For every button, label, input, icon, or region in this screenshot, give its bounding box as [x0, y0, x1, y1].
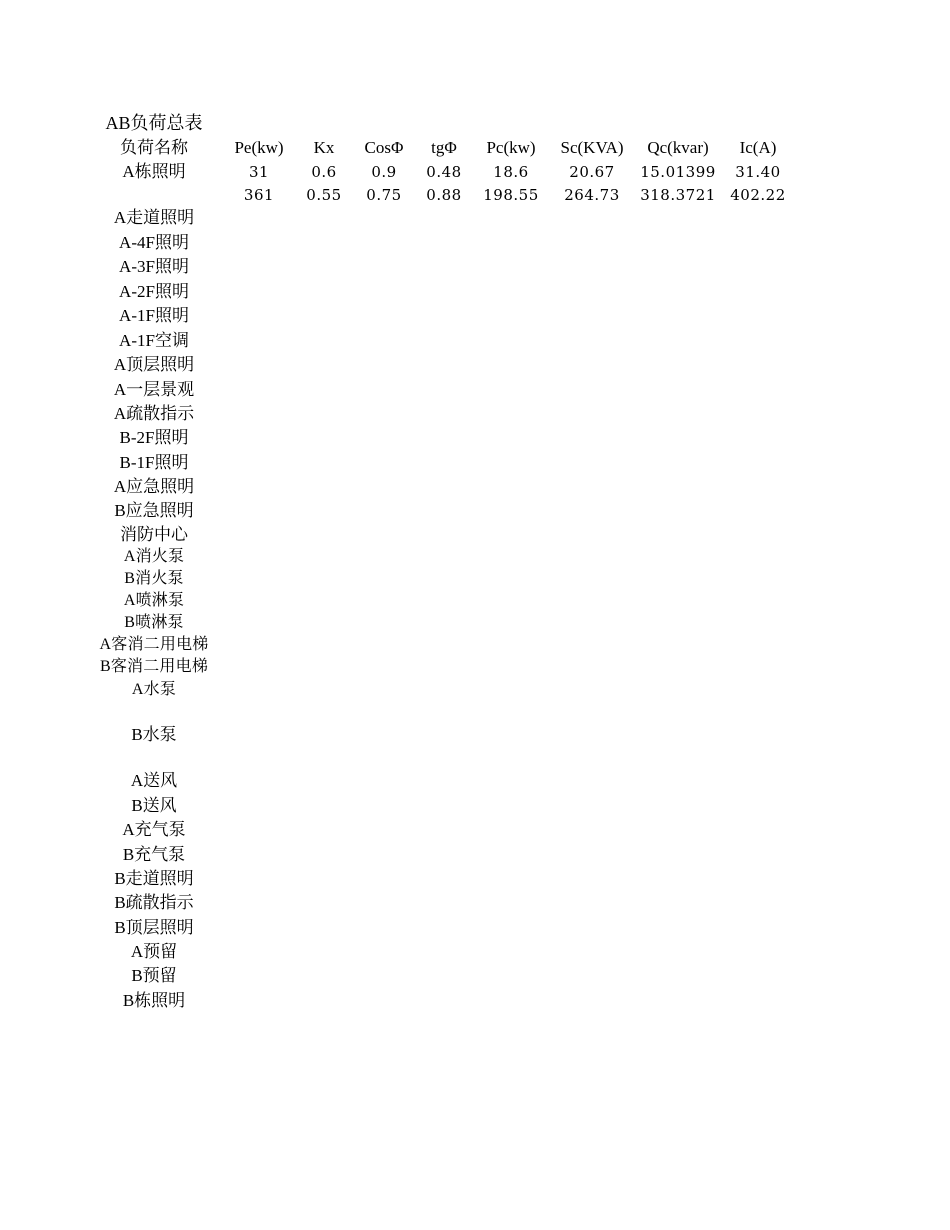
- load-name: B应急照明: [114, 501, 194, 520]
- load-name: 消防中心: [120, 525, 188, 544]
- load-name: A顶层照明: [113, 355, 195, 374]
- header-pe: Pe(kw): [234, 138, 284, 157]
- cell-tg-1: 0.48: [426, 163, 462, 181]
- load-name: A消火泵: [123, 548, 185, 565]
- load-name: B疏散指示: [114, 893, 194, 912]
- header-tg: tgΦ: [431, 138, 457, 157]
- cell-pe-1: 31: [248, 163, 270, 181]
- load-name: B客消二用电梯: [99, 658, 209, 675]
- load-name: A走道照明: [113, 208, 195, 227]
- load-name: B送风: [131, 796, 177, 815]
- header-kx: Kx: [313, 138, 335, 157]
- load-name: B栋照明: [122, 991, 186, 1010]
- cell-kx-1: 0.6: [311, 163, 337, 181]
- load-name: A栋照明: [122, 162, 186, 181]
- load-name: A水泵: [131, 681, 177, 698]
- load-name: A预留: [130, 942, 178, 961]
- load-name: A-2F照明: [119, 282, 189, 301]
- load-name: A喷淋泵: [123, 592, 185, 609]
- header-sc: Sc(KVA): [560, 138, 624, 157]
- header-load-name: 负荷名称: [120, 138, 188, 157]
- load-name: A充气泵: [122, 820, 186, 839]
- load-name: B喷淋泵: [124, 614, 184, 631]
- header-ic: Ic(A): [739, 138, 777, 157]
- sheet-title: AB负荷总表: [105, 113, 203, 133]
- cell-cos-1: 0.9: [371, 163, 397, 181]
- load-name: B-1F照明: [119, 453, 189, 472]
- load-name: B-2F照明: [119, 428, 189, 447]
- cell-ic-1: 31.40: [735, 163, 781, 181]
- cell-kx-2: 0.55: [306, 186, 342, 204]
- cell-ic-2: 402.22: [730, 186, 786, 204]
- cell-tg-2: 0.88: [426, 186, 462, 204]
- load-name: A送风: [130, 771, 178, 790]
- load-name: A应急照明: [113, 477, 195, 496]
- load-name: A客消二用电梯: [99, 636, 209, 653]
- load-name: A-1F空调: [119, 331, 189, 350]
- header-cos: CosΦ: [364, 138, 404, 157]
- header-qc: Qc(kvar): [647, 138, 709, 157]
- cell-sc-1: 20.67: [569, 163, 615, 181]
- load-name: A-4F照明: [119, 233, 189, 252]
- load-name: A-3F照明: [119, 257, 189, 276]
- load-name: B消火泵: [124, 570, 184, 587]
- load-name: B预留: [131, 966, 177, 985]
- cell-pe-2: 361: [243, 186, 275, 204]
- load-name: A一层景观: [113, 380, 195, 399]
- cell-pc-2: 198.55: [483, 186, 539, 204]
- header-pc: Pc(kw): [486, 138, 536, 157]
- load-name: A疏散指示: [113, 404, 195, 423]
- cell-qc-1: 15.01399: [640, 163, 716, 181]
- cell-qc-2: 318.3721: [640, 186, 716, 204]
- load-name: A-1F照明: [119, 306, 189, 325]
- load-name: B顶层照明: [114, 918, 194, 937]
- load-name: B水泵: [131, 725, 177, 744]
- load-name: B充气泵: [122, 845, 186, 864]
- load-name: B走道照明: [114, 869, 194, 888]
- cell-pc-1: 18.6: [493, 163, 529, 181]
- cell-sc-2: 264.73: [564, 186, 620, 204]
- cell-cos-2: 0.75: [366, 186, 402, 204]
